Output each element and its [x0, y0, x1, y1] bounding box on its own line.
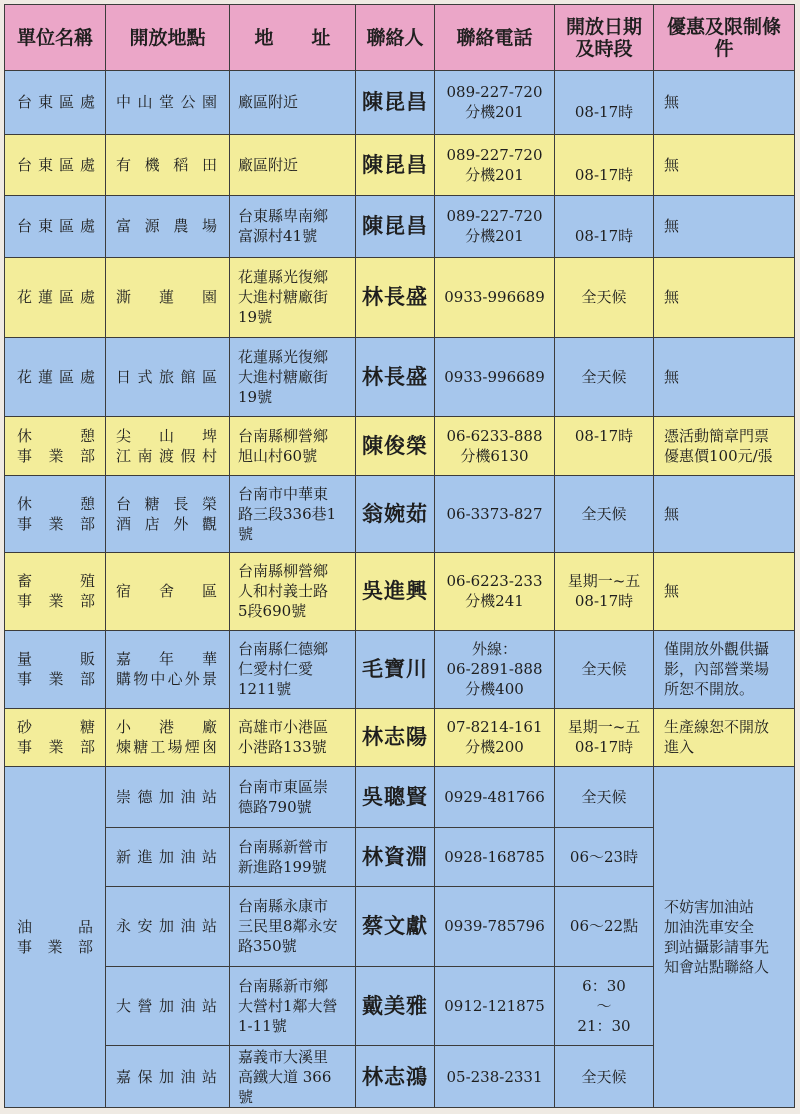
- conditions-cell: 無: [654, 553, 795, 630]
- unit-cell: 台東區處: [5, 195, 106, 257]
- header-location: 開放地點: [106, 5, 230, 71]
- contact-cell: 林資淵: [356, 828, 435, 887]
- phone-cell: 0933-996689: [435, 257, 555, 337]
- location-cell: 新進加油站: [106, 828, 230, 887]
- table-row: [5, 257, 795, 337]
- address-cell: 花蓮縣光復鄉 大進村糖廠街 19號: [230, 337, 356, 416]
- unit-cell: 休憩 事業部: [5, 476, 106, 553]
- header-conditions: 優惠及限制條件: [654, 5, 795, 71]
- contact-cell: 陳俊榮: [356, 416, 435, 476]
- table-row: [5, 337, 795, 416]
- hours-cell: 星期一~五 08-17時: [555, 553, 654, 630]
- unit-cell: 畜殖 事業部: [5, 553, 106, 630]
- conditions-cell: 無: [654, 476, 795, 553]
- location-cell: 小港廠 煉糖工場煙囪: [106, 708, 230, 767]
- table-row: [5, 134, 795, 195]
- location-cell: 嘉保加油站: [106, 1046, 230, 1108]
- header-row: [5, 5, 795, 71]
- conditions-cell: 無: [654, 134, 795, 195]
- phone-cell: 外線： 06-2891-888 分機400: [435, 630, 555, 708]
- unit-cell: 砂糖 事業部: [5, 708, 106, 767]
- phone-cell: 089-227-720 分機201: [435, 195, 555, 257]
- unit-cell: 花蓮區處: [5, 337, 106, 416]
- table-row: [5, 416, 795, 476]
- conditions-cell: 不妨害加油站 加油洗車安全 到站攝影請事先 知會站點聯絡人: [654, 767, 795, 1108]
- contact-cell: 林長盛: [356, 337, 435, 416]
- header-phone: 聯絡電話: [435, 5, 555, 71]
- address-cell: 花蓮縣光復鄉 大進村糖廠街 19號: [230, 257, 356, 337]
- phone-cell: 089-227-720 分機201: [435, 71, 555, 135]
- conditions-cell: 生產線恕不開放 進入: [654, 708, 795, 767]
- phone-cell: 0912-121875: [435, 967, 555, 1046]
- unit-cell: 休憩 事業部: [5, 416, 106, 476]
- address-cell: 台南縣新營市 新進路199號: [230, 828, 356, 887]
- address-cell: 廠區附近: [230, 71, 356, 135]
- contact-cell: 陳昆昌: [356, 134, 435, 195]
- address-cell: 高雄市小港區 小港路133號: [230, 708, 356, 767]
- hours-cell: 08-17時: [555, 134, 654, 195]
- conditions-cell: 憑活動簡章門票 優惠價100元/張: [654, 416, 795, 476]
- location-cell: 有機稻田: [106, 134, 230, 195]
- phone-cell: 07-8214-161 分機200: [435, 708, 555, 767]
- phone-cell: 0929-481766: [435, 767, 555, 828]
- location-cell: 嘉年華 購物中心外景: [106, 630, 230, 708]
- unit-cell: 量販 事業部: [5, 630, 106, 708]
- table-row: [5, 476, 795, 553]
- contact-cell: 林長盛: [356, 257, 435, 337]
- table-row: [5, 195, 795, 257]
- conditions-cell: 無: [654, 257, 795, 337]
- location-cell: 永安加油站: [106, 886, 230, 966]
- hours-cell: 06～22點: [555, 886, 654, 966]
- unit-cell: 台東區處: [5, 71, 106, 135]
- table-row: [5, 767, 795, 828]
- contact-cell: 陳昆昌: [356, 71, 435, 135]
- contact-cell: 翁婉茹: [356, 476, 435, 553]
- table-row: [5, 71, 795, 135]
- phone-cell: 05-238-2331: [435, 1046, 555, 1108]
- hours-cell: 星期一~五 08-17時: [555, 708, 654, 767]
- location-cell: 富源農場: [106, 195, 230, 257]
- hours-cell: 全天候: [555, 337, 654, 416]
- header-unit: 單位名稱: [5, 5, 106, 71]
- contact-cell: 戴美雅: [356, 967, 435, 1046]
- hours-cell: 08-17時: [555, 195, 654, 257]
- address-cell: 台南縣仁德鄉 仁愛村仁愛 1211號: [230, 630, 356, 708]
- conditions-cell: 無: [654, 195, 795, 257]
- contact-cell: 陳昆昌: [356, 195, 435, 257]
- hours-cell: 全天候: [555, 630, 654, 708]
- address-cell: 台南縣永康市 三民里8鄰永安 路350號: [230, 886, 356, 966]
- location-cell: 日式旅館區: [106, 337, 230, 416]
- hours-cell: 08-17時: [555, 416, 654, 476]
- address-cell: 台南縣新市鄉 大營村1鄰大營 1-11號: [230, 967, 356, 1046]
- table-row: [5, 553, 795, 630]
- address-cell: 台南市中華東 路三段336巷1 號: [230, 476, 356, 553]
- hours-cell: 全天候: [555, 476, 654, 553]
- conditions-cell: 無: [654, 71, 795, 135]
- location-cell: 崇德加油站: [106, 767, 230, 828]
- header-hours: 開放日期 及時段: [555, 5, 654, 71]
- hours-cell: 08-17時: [555, 71, 654, 135]
- hours-cell: 06～23時: [555, 828, 654, 887]
- locations-table: [4, 4, 795, 1108]
- phone-cell: 089-227-720 分機201: [435, 134, 555, 195]
- location-cell: 中山堂公園: [106, 71, 230, 135]
- phone-cell: 0928-168785: [435, 828, 555, 887]
- unit-cell: 油品 事業部: [5, 767, 106, 1108]
- table-row: [5, 630, 795, 708]
- contact-cell: 蔡文獻: [356, 886, 435, 966]
- hours-cell: 全天候: [555, 767, 654, 828]
- header-address: 地 址: [230, 5, 356, 71]
- phone-cell: 06-3373-827: [435, 476, 555, 553]
- location-cell: 尖山埤 江南渡假村: [106, 416, 230, 476]
- contact-cell: 林志鴻: [356, 1046, 435, 1108]
- unit-cell: 花蓮區處: [5, 257, 106, 337]
- location-cell: 宿舍區: [106, 553, 230, 630]
- phone-cell: 0933-996689: [435, 337, 555, 416]
- address-cell: 廠區附近: [230, 134, 356, 195]
- address-cell: 台東縣卑南鄉 富源村41號: [230, 195, 356, 257]
- header-contact: 聯絡人: [356, 5, 435, 71]
- conditions-cell: 僅開放外觀供攝 影，內部營業場 所恕不開放。: [654, 630, 795, 708]
- contact-cell: 毛寶川: [356, 630, 435, 708]
- conditions-cell: 無: [654, 337, 795, 416]
- address-cell: 台南縣柳營鄉 人和村義士路 5段690號: [230, 553, 356, 630]
- table-row: [5, 708, 795, 767]
- hours-cell: 全天候: [555, 1046, 654, 1108]
- address-cell: 台南縣柳營鄉 旭山村60號: [230, 416, 356, 476]
- hours-cell: 全天候: [555, 257, 654, 337]
- contact-cell: 吳聰賢: [356, 767, 435, 828]
- contact-cell: 吳進興: [356, 553, 435, 630]
- location-cell: 台糖長榮 酒店外觀: [106, 476, 230, 553]
- hours-cell: 6：30 ～ 21：30: [555, 967, 654, 1046]
- contact-cell: 林志陽: [356, 708, 435, 767]
- location-cell: 大營加油站: [106, 967, 230, 1046]
- unit-cell: 台東區處: [5, 134, 106, 195]
- phone-cell: 06-6223-233 分機241: [435, 553, 555, 630]
- address-cell: 嘉義市大溪里 高鐵大道 366 號: [230, 1046, 356, 1108]
- address-cell: 台南市東區崇 德路790號: [230, 767, 356, 828]
- phone-cell: 06-6233-888 分機6130: [435, 416, 555, 476]
- phone-cell: 0939-785796: [435, 886, 555, 966]
- location-cell: 澌蓮園: [106, 257, 230, 337]
